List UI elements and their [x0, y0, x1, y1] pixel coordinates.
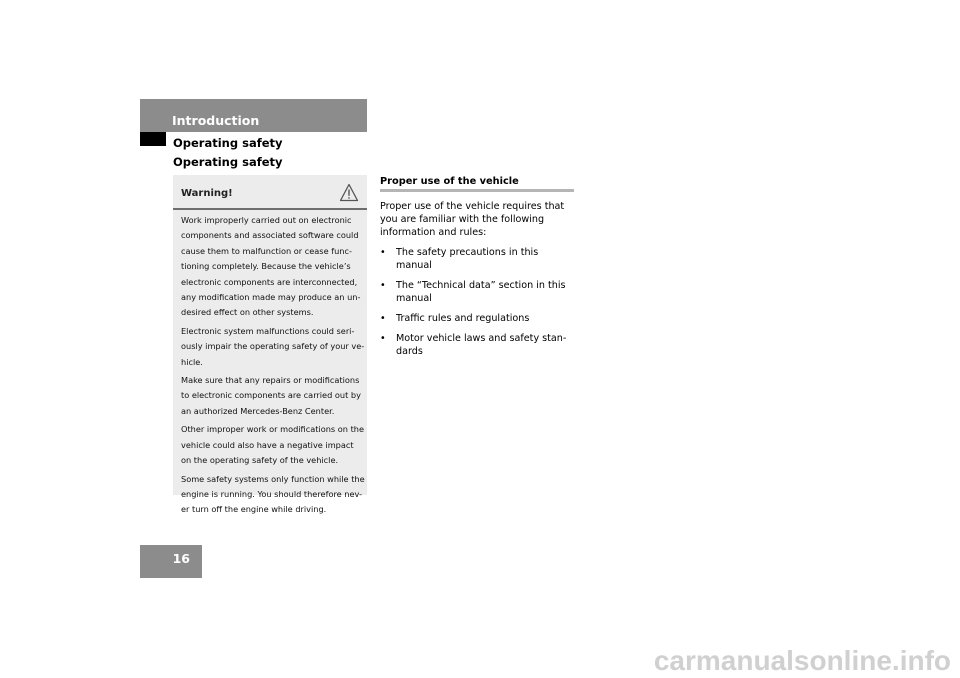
- list-item-text: The “Technical data” section in this manual: [396, 280, 566, 304]
- list-item: [380, 246, 576, 272]
- section-marker: [140, 132, 166, 146]
- page-number: 16: [172, 551, 190, 566]
- proper-use-body: [380, 200, 576, 365]
- section-header: [140, 99, 367, 132]
- proper-use-intro: Proper use of the vehicle requires that you are familiar with the following information and rules:: [380, 201, 565, 238]
- bullet-icon: •: [380, 280, 386, 291]
- warning-triangle-icon: [339, 183, 359, 202]
- warning-paragraph: Make sure that any repairs or modifications to electronic components are carried out by an authorized Mercedes-Benz Center.: [181, 375, 361, 416]
- warning-divider: [173, 208, 367, 210]
- page-number-box: [140, 545, 202, 578]
- warning-paragraph: Other improper work or modifications on the vehicle could also have a negative impact on the operating safety of the vehicle.: [181, 424, 365, 466]
- list-item-text: Traffic rules and regulations: [396, 313, 530, 324]
- list-item-text: Motor vehicle laws and safety stan-dards: [396, 333, 567, 357]
- bullet-icon: •: [380, 333, 386, 344]
- section-title: Introduction: [172, 113, 260, 128]
- list-item-text: The safety precautions in this manual: [396, 247, 539, 271]
- subsection-title: Operating safety: [173, 136, 283, 150]
- list-item: [380, 279, 576, 305]
- list-item: [380, 332, 576, 358]
- proper-use-divider: [380, 189, 574, 192]
- watermark: carmanualsonline.info: [653, 645, 951, 676]
- proper-use-list: [380, 246, 576, 358]
- page-heading: Operating safety: [173, 155, 283, 169]
- warning-body: [181, 213, 365, 521]
- warning-paragraph: Some safety systems only function while the engine is running. You should therefore nev-er turn off the engine while driving.: [181, 473, 365, 515]
- warning-title: Warning!: [181, 188, 233, 199]
- proper-use-heading: Proper use of the vehicle: [380, 176, 519, 187]
- warning-paragraph: Electronic system malfunctions could seri-ously impair the operating safety of your ve-hicle.: [181, 325, 365, 367]
- bullet-icon: •: [380, 247, 386, 258]
- list-item: [380, 312, 576, 325]
- warning-paragraph: Work improperly carried out on electronic components and associated software could cause them to malfunction or cease func-tioning completely. Because the vehicle’s electronic components are interconnected, any modification made may produce an un-desired effect on other systems.: [181, 215, 361, 318]
- warning-box: [173, 175, 367, 515]
- bullet-icon: •: [380, 313, 386, 324]
